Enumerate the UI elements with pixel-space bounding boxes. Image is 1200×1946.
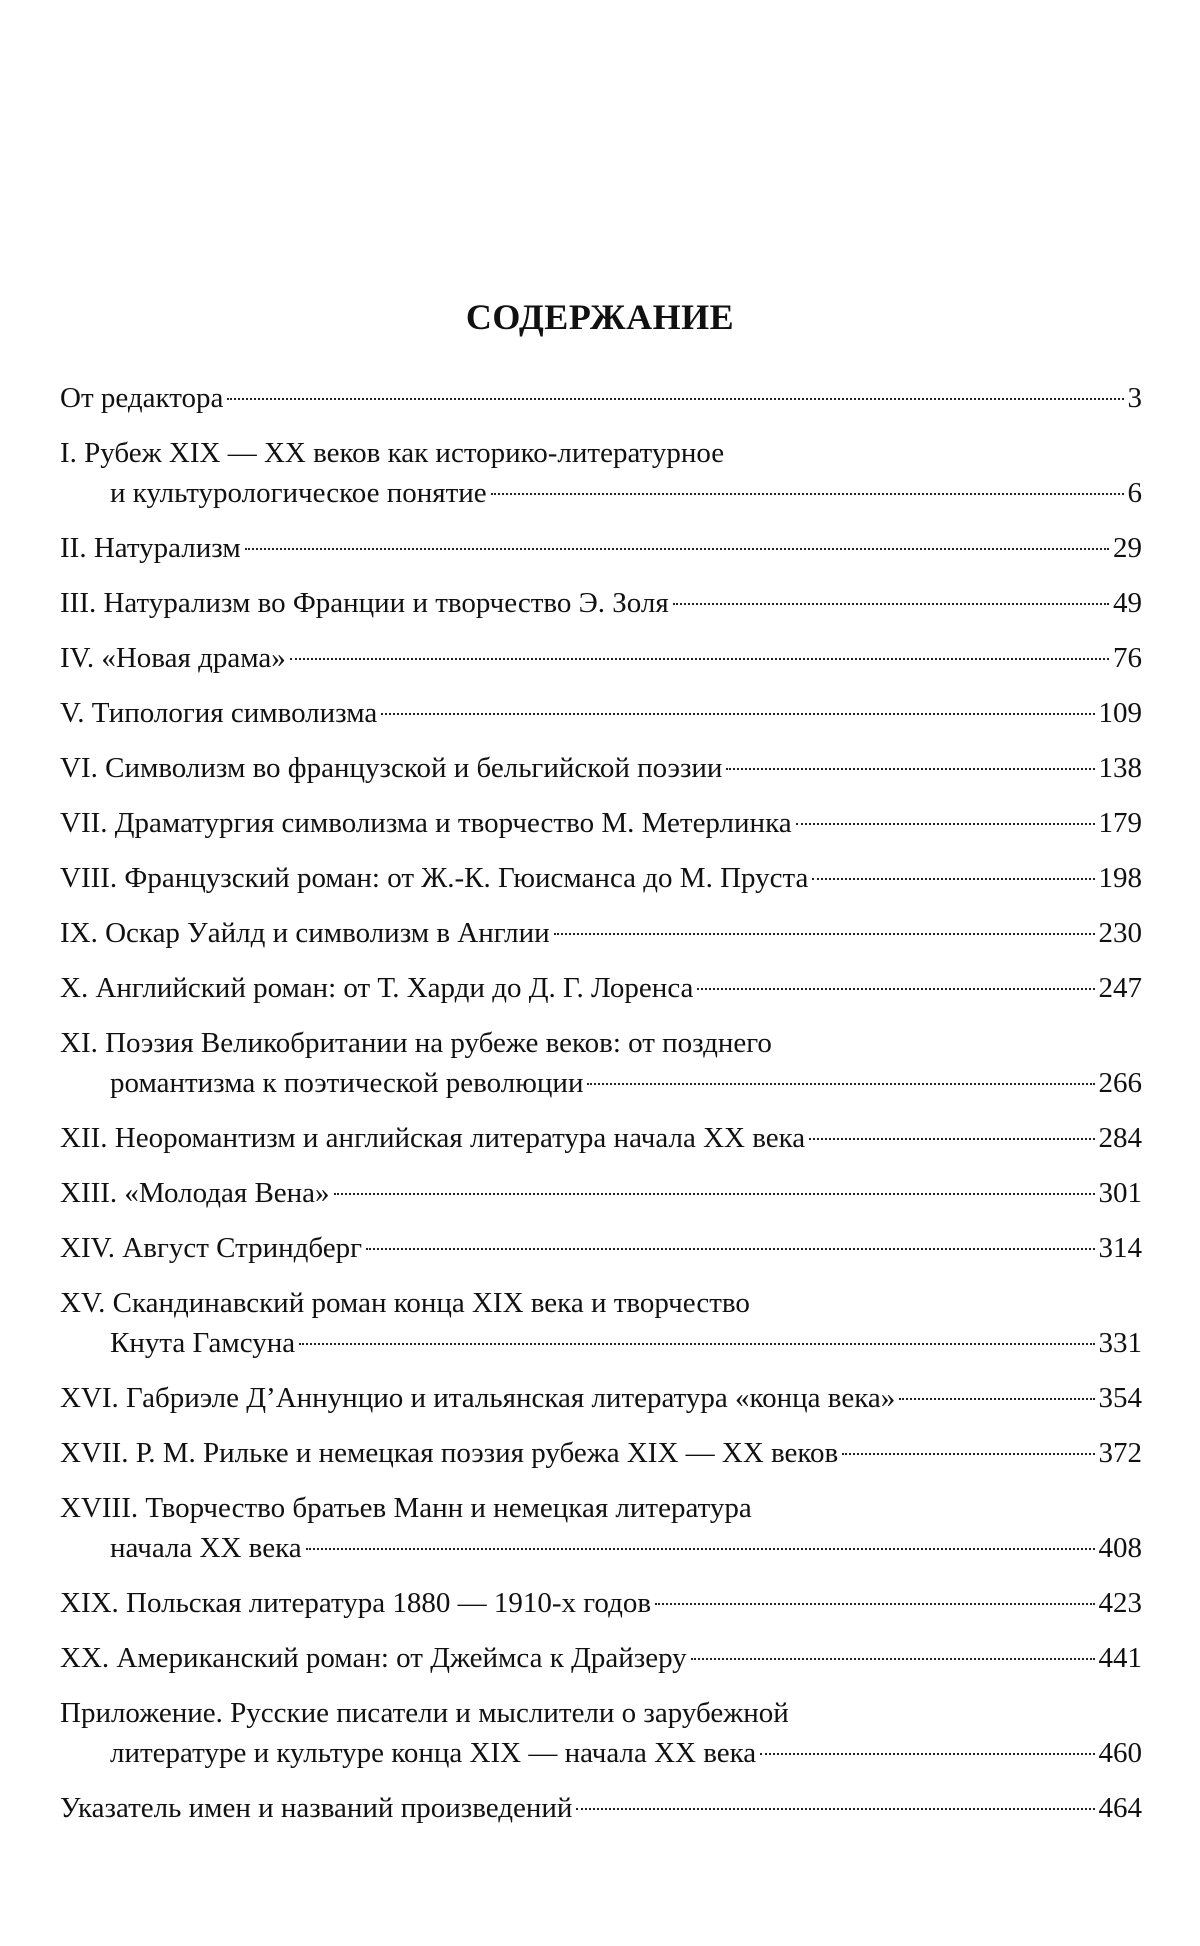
toc-page-number: 198 [1098,862,1142,894]
toc-entry-line [60,378,1142,418]
toc-entry-text: XX. Американский роман: от Джеймса к Драйзеру [60,1642,687,1674]
toc-entry [60,748,1142,788]
toc-entry-line [60,1433,1142,1473]
toc-entry-text: XVI. Габриэле Д’Аннунцио и итальянская литература «конца века» [60,1382,896,1414]
toc-page-number: 6 [1127,477,1142,509]
toc-page-number: 266 [1098,1067,1142,1099]
toc-entry [60,693,1142,733]
dot-leader [812,878,1094,880]
toc-page-number: 441 [1098,1642,1142,1674]
toc-entry [60,1788,1142,1828]
toc-entry-line [60,968,1142,1008]
toc-page-number: 138 [1098,752,1142,784]
dot-leader [726,768,1094,770]
toc-entry-text: XVII. Р. М. Рильке и немецкая поэзия рубежа XIX — XX веков [60,1437,839,1469]
toc-page-number: 301 [1098,1177,1142,1209]
toc-entry-line [60,858,1142,898]
table-of-contents [60,378,1142,1843]
dot-leader [381,713,1094,715]
toc-entry-continuation-line [60,1063,1142,1103]
dot-leader [899,1398,1094,1400]
toc-entry-text: II. Натурализм [60,532,241,564]
toc-entry [60,1283,1142,1363]
toc-entry-text: I. Рубеж XIX — XX веков как историко-литературное [60,437,725,469]
toc-page-number: 49 [1113,587,1142,619]
dot-leader [366,1248,1094,1250]
toc-entry-line [60,1583,1142,1623]
toc-entry-continuation-line [60,473,1142,513]
toc-entry-continuation-line [60,1733,1142,1773]
toc-entry-text: и культурологическое понятие [110,477,487,509]
toc-entry-line [60,1693,1142,1733]
toc-page-number: 408 [1098,1532,1142,1564]
dot-leader [809,1138,1094,1140]
toc-entry-line [60,638,1142,678]
toc-entry-text: VI. Символизм во французской и бельгийской поэзии [60,752,723,784]
toc-entry [60,1583,1142,1623]
toc-entry [60,638,1142,678]
toc-entry [60,1023,1142,1103]
toc-page-number: 179 [1098,807,1142,839]
dot-leader [697,988,1094,990]
toc-entry-line [60,1118,1142,1158]
toc-entry [60,1488,1142,1568]
dot-leader [554,933,1095,935]
dot-leader [587,1083,1094,1085]
dot-leader [290,658,1109,660]
dot-leader [245,548,1109,550]
toc-entry-text: XII. Неоромантизм и английская литература начала XX века [60,1122,806,1154]
page-title: СОДЕРЖАНИЕ [465,297,735,337]
toc-page-number: 423 [1098,1587,1142,1619]
toc-page-number: 29 [1113,532,1142,564]
toc-entry-text: IV. «Новая драма» [60,642,286,674]
toc-entry-text: VII. Драматургия символизма и творчество М. Метерлинка [60,807,792,839]
toc-entry [60,913,1142,953]
toc-page-number: 247 [1098,972,1142,1004]
toc-entry [60,378,1142,418]
toc-entry [60,1693,1142,1773]
toc-entry [60,803,1142,843]
toc-entry-text: Указатель имен и названий произведений [60,1792,573,1824]
toc-entry-line [60,693,1142,733]
toc-page-number: 284 [1098,1122,1142,1154]
toc-entry [60,1118,1142,1158]
toc-page-number: 460 [1098,1737,1142,1769]
toc-entry [60,858,1142,898]
toc-entry-line [60,748,1142,788]
toc-entry-text: XIII. «Молодая Вена» [60,1177,330,1209]
toc-page-number: 372 [1098,1437,1142,1469]
toc-entry-line [60,913,1142,953]
dot-leader [842,1453,1094,1455]
toc-entry-text: От редактора [60,382,224,414]
toc-entry-continuation-line [60,1323,1142,1363]
toc-entry-text: XIV. Август Стриндберг [60,1232,363,1264]
dot-leader [796,823,1095,825]
toc-entry-text: XV. Скандинавский роман конца XIX века и творчество [60,1287,750,1319]
toc-entry-line [60,1023,1142,1063]
toc-page-number: 464 [1098,1792,1142,1824]
toc-entry [60,1433,1142,1473]
toc-entry-line [60,583,1142,623]
dot-leader [491,493,1124,495]
dot-leader [306,1548,1095,1550]
toc-entry-text: Приложение. Русские писатели и мыслители о зарубежной [60,1697,789,1729]
toc-entry-line [60,1228,1142,1268]
toc-page-number: 354 [1098,1382,1142,1414]
dot-leader [655,1603,1094,1605]
toc-entry-line [60,1173,1142,1213]
toc-page-number: 109 [1098,697,1142,729]
toc-entry-line [60,1638,1142,1678]
toc-entry-line [60,1488,1142,1528]
toc-entry-text: литературе и культуре конца XIX — начала XX века [110,1737,757,1769]
toc-entry-text: XIX. Польская литература 1880 — 1910-х годов [60,1587,652,1619]
toc-entry-line [60,1788,1142,1828]
toc-entry-text: VIII. Французский роман: от Ж.-К. Гюисманса до М. Пруста [60,862,809,894]
toc-entry [60,1228,1142,1268]
toc-entry [60,433,1142,513]
dot-leader [673,603,1109,605]
dot-leader [576,1808,1094,1810]
toc-entry-line [60,528,1142,568]
dot-leader [334,1193,1095,1195]
toc-entry-text: V. Типология символизма [60,697,378,729]
toc-page-number: 230 [1098,917,1142,949]
toc-entry-text: начала XX века [110,1532,302,1564]
toc-entry-line [60,803,1142,843]
toc-entry-text: IX. Оскар Уайлд и символизм в Англии [60,917,550,949]
toc-page-number: 3 [1127,382,1142,414]
toc-entry-text: X. Английский роман: от Т. Харди до Д. Г. Лоренса [60,972,694,1004]
dot-leader [691,1658,1095,1660]
toc-entry-text: III. Натурализм во Франции и творчество Э. Золя [60,587,669,619]
toc-entry-text: романтизма к поэтической революции [110,1067,584,1099]
toc-entry-text: Кнута Гамсуна [110,1327,296,1359]
dot-leader [760,1753,1094,1755]
toc-entry-text: XI. Поэзия Великобритании на рубеже веков: от позднего [60,1027,772,1059]
toc-page-number: 76 [1113,642,1142,674]
toc-entry-line [60,1378,1142,1418]
toc-page-number: 314 [1098,1232,1142,1264]
dot-leader [227,398,1123,400]
toc-entry [60,968,1142,1008]
toc-entry-line [60,1283,1142,1323]
toc-entry-line [60,433,1142,473]
toc-entry [60,583,1142,623]
toc-entry [60,1638,1142,1678]
toc-entry [60,1378,1142,1418]
toc-entry [60,1173,1142,1213]
toc-entry [60,528,1142,568]
toc-entry-continuation-line [60,1528,1142,1568]
toc-entry-text: XVIII. Творчество братьев Манн и немецкая литература [60,1492,752,1524]
dot-leader [299,1343,1094,1345]
toc-page-number: 331 [1098,1327,1142,1359]
